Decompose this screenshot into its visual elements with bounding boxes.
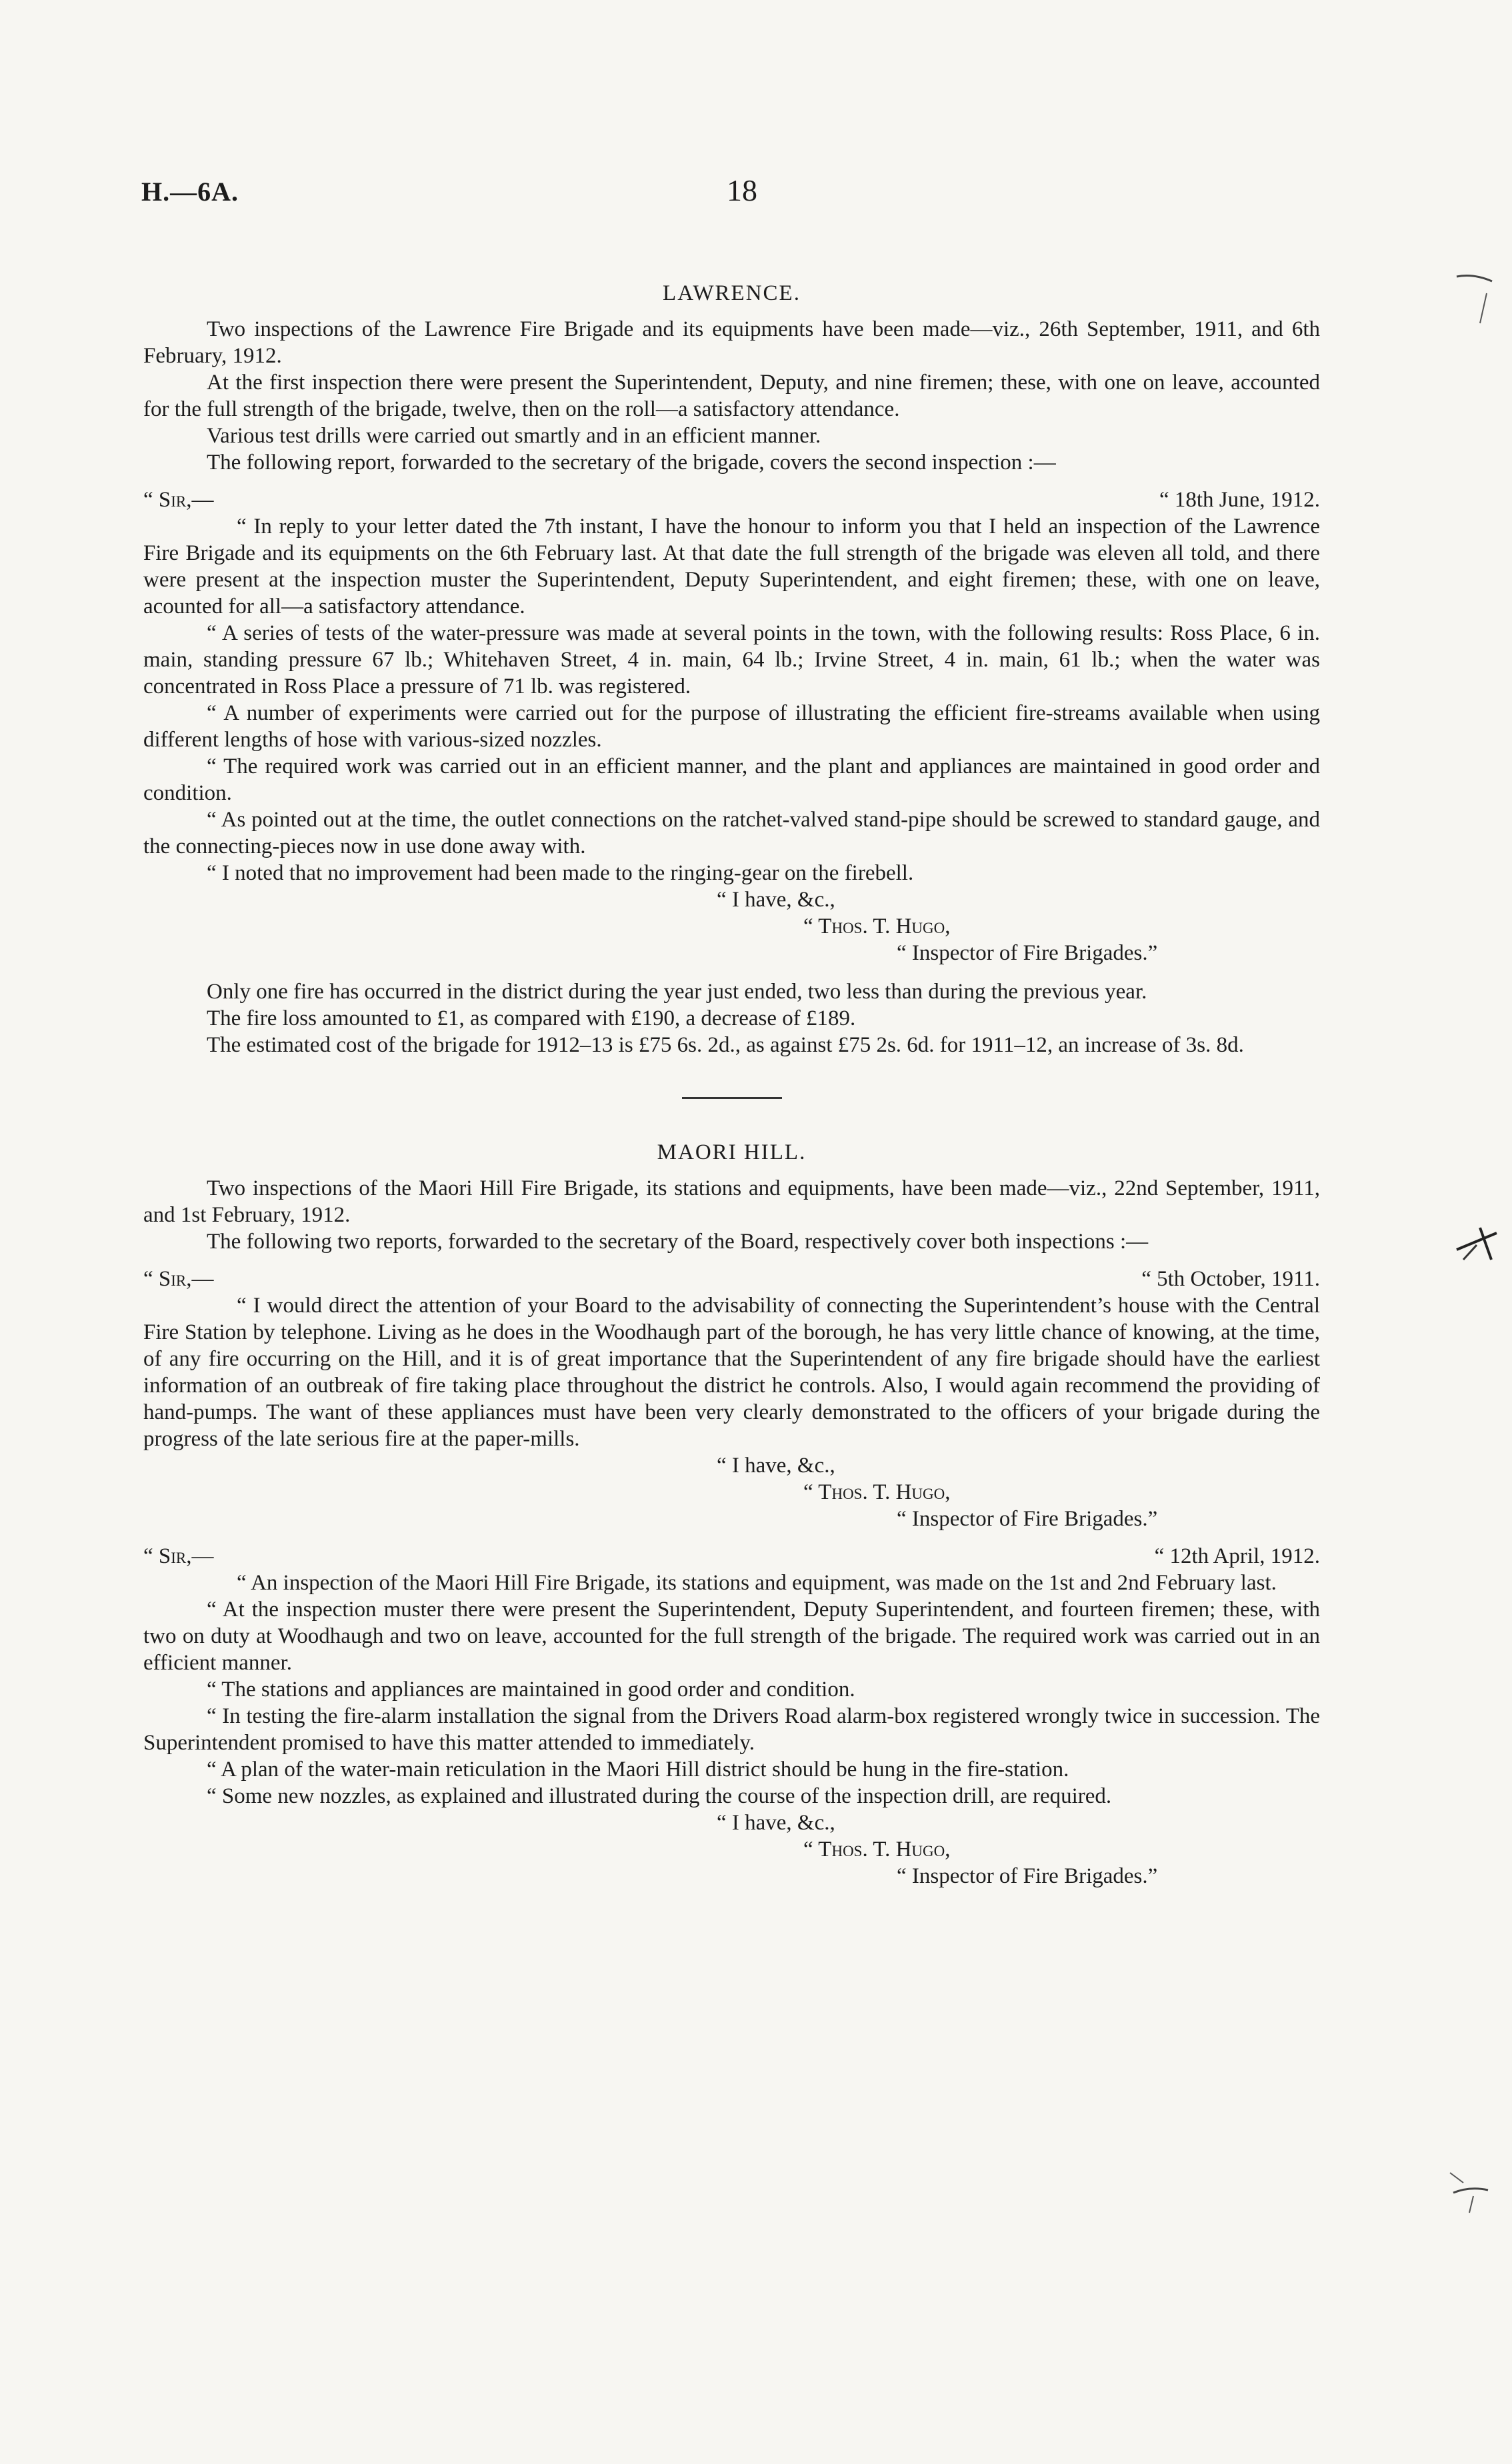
letter-paragraph: “ A number of experiments were carried out for the purpose of illustrating the efficient fire-streams available when using different lengths of hose with various-sized nozzles.	[143, 701, 1320, 752]
letter-signature: “ Thos. T. Hugo,	[803, 914, 951, 938]
letter-date: “ 5th October, 1911.	[1141, 1267, 1320, 1291]
letter-paragraph: “ In testing the fire-alarm installation the signal from the Drivers Road alarm-box registered wrongly twice in succession. The Superintendent promised to have this matter attended to immediately.	[143, 1704, 1320, 1755]
letter-paragraph: “ I noted that no improvement had been made to the ringing-gear on the firebell.	[207, 861, 914, 885]
margin-mark-icon	[1453, 267, 1500, 327]
letter-paragraph: “ A series of tests of the water-pressure was made at several points in the town, with the following results: Ross Place, 6 in. main, standing pressure 67 lb.; Whitehaven Street, 4 in. main, 64 lb.; Irvine Street, 4 in. main, 61 lb.; when the water was concentrated in Ross Place a pressure of 71 lb. was registered.	[143, 621, 1320, 698]
lawrence-paragraph-3: Various test drills were carried out smartly and in an efficient manner.	[207, 424, 821, 448]
letter-signature-title: “ Inspector of Fire Brigades.”	[897, 1507, 1158, 1531]
lawrence-paragraph-5: Only one fire has occurred in the district during the year just ended, two less than during the previous year.	[207, 980, 1147, 1004]
letter-salutation: “ Sir,—	[143, 1544, 214, 1568]
maori-hill-paragraph-2: The following two reports, forwarded to the secretary of the Board, respectively cover both inspections :—	[207, 1230, 1149, 1254]
letter-paragraph: “ The required work was carried out in an efficient manner, and the plant and appliances are maintained in good order and condition.	[143, 754, 1320, 805]
letter-paragraph: “ The stations and appliances are maintained in good order and condition.	[207, 1678, 855, 1702]
letter-salutation: “ Sir,—	[143, 488, 214, 512]
letter-paragraph: “ Some new nozzles, as explained and illustrated during the course of the inspection drill, are required.	[207, 1784, 1112, 1808]
page-number: 18	[727, 173, 757, 207]
letter-paragraph: “ As pointed out at the time, the outlet connections on the ratchet-valved stand-pipe should be screwed to standard gauge, and the connecting-pieces now in use done away with.	[143, 808, 1320, 858]
margin-mark-icon	[1447, 2166, 1500, 2219]
lawrence-paragraph-6: The fire loss amounted to £1, as compared with £190, a decrease of £189.	[207, 1006, 856, 1030]
letter-signature: “ Thos. T. Hugo,	[803, 1838, 951, 1861]
margin-cross-mark-icon	[1450, 1220, 1503, 1266]
section-heading-maori-hill: MAORI HILL.	[657, 1140, 807, 1164]
letter-paragraph: “ In reply to your letter dated the 7th instant, I have the honour to inform you that I held an inspection of the Lawrence Fire Brigade and its equipments on the 6th February last. At that date the full strength of the brigade was eleven all told, and there were present at the inspection muster the Superintendent, Deputy Superintendent, and eight firemen; these, with one on leave, acounted for all—a satisfactory attendance.	[143, 515, 1320, 618]
letter-header	[143, 487, 1320, 513]
section-lawrence	[143, 280, 1320, 1889]
section-divider	[682, 1097, 782, 1099]
letter-paragraph: “ An inspection of the Maori Hill Fire Brigade, its stations and equipment, was made on the 1st and 2nd February last.	[237, 1571, 1277, 1595]
letter-date: “ 12th April, 1912.	[1154, 1544, 1320, 1568]
lawrence-paragraph-2: At the first inspection there were present the Superintendent, Deputy, and nine firemen; these, with one on leave, accounted for the full strength of the brigade, twelve, then on the roll—a satisfactory attendance.	[143, 371, 1320, 421]
letter-header	[143, 1266, 1320, 1292]
letter-signature-title: “ Inspector of Fire Brigades.”	[897, 1864, 1158, 1888]
letter-paragraph: “ At the inspection muster there were present the Superintendent, Deputy Superintendent, and fourteen firemen; these, with two on duty at Woodhaugh and two on leave, accounted for the full strength of the brigade. The required work was carried out in an efficient manner.	[143, 1598, 1320, 1675]
letter-paragraph: “ I would direct the attention of your Board to the advisability of connecting the Superintendent’s house with the Central Fire Station by telephone. Living as he does in the Woodhaugh part of the borough, he has very little chance of knowing, at the time, of any fire occurring on the Hill, and it is of great importance that the Superintendent of any fire brigade should have the earliest information of an outbreak of fire taking place throughout the district he controls. Also, I would again recommend the providing of hand-pumps. The want of these appliances must have been very clearly demonstrated to the officers of your brigade during the progress of the late serious fire at the paper-mills.	[143, 1294, 1320, 1451]
document-reference: H.—6A.	[141, 177, 239, 207]
section-maori-hill	[143, 1139, 1320, 1889]
lawrence-paragraph-4: The following report, forwarded to the secretary of the brigade, covers the second inspection :—	[207, 451, 1056, 475]
letter-signature: “ Thos. T. Hugo,	[803, 1480, 951, 1504]
letter-signature-title: “ Inspector of Fire Brigades.”	[897, 941, 1158, 965]
section-heading-lawrence: LAWRENCE.	[663, 281, 801, 305]
letter-closing: “ I have, &c.,	[717, 1454, 835, 1478]
letter-paragraph: “ A plan of the water-main reticulation in the Maori Hill district should be hung in the fire-station.	[207, 1758, 1069, 1782]
maori-hill-paragraph-1: Two inspections of the Maori Hill Fire Brigade, its stations and equipments, have been made—viz., 22nd September, 1911, and 1st February, 1912.	[143, 1176, 1320, 1227]
lawrence-paragraph-1: Two inspections of the Lawrence Fire Brigade and its equipments have been made—viz., 26th September, 1911, and 6th February, 1912.	[143, 317, 1320, 368]
letter-date: “ 18th June, 1912.	[1159, 488, 1320, 512]
letter-closing: “ I have, &c.,	[717, 1811, 835, 1835]
letter-closing: “ I have, &c.,	[717, 888, 835, 912]
lawrence-paragraph-7: The estimated cost of the brigade for 1912–13 is £75 6s. 2d., as against £75 2s. 6d. for 1911–12, an increase of 3s. 8d.	[207, 1033, 1244, 1057]
letter-header	[143, 1543, 1320, 1570]
letter-salutation: “ Sir,—	[143, 1267, 214, 1291]
